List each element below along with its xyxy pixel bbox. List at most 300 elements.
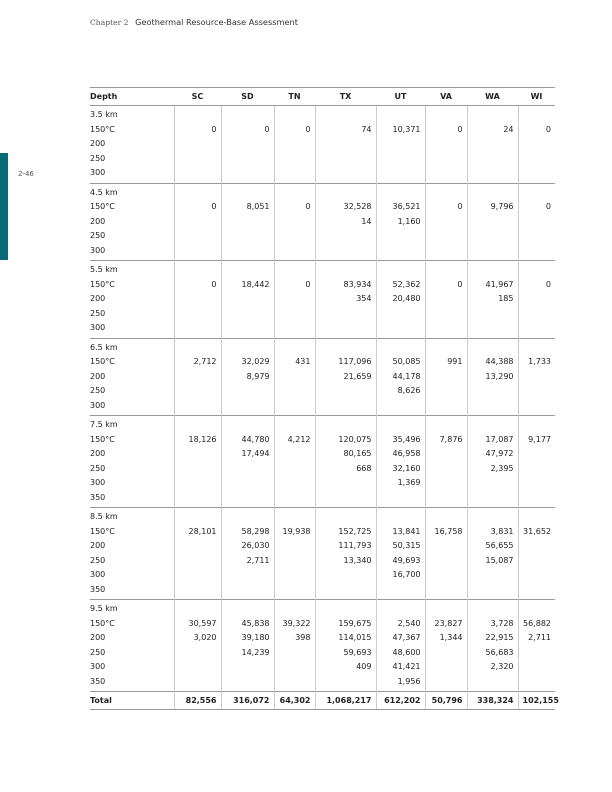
temperature-label: 250 xyxy=(90,555,106,565)
cell-value: 14 xyxy=(361,216,372,226)
value-cell-tx xyxy=(315,338,376,416)
cell-value xyxy=(472,215,514,230)
cell-value xyxy=(279,229,311,244)
depth-spacer xyxy=(279,510,311,525)
chapter-label: Chapter 2 xyxy=(90,18,129,27)
cell-value xyxy=(523,554,552,569)
cell-value xyxy=(279,476,311,491)
temperature-label: 300 xyxy=(90,245,106,255)
depth-spacer xyxy=(226,418,270,433)
value-cell-ut xyxy=(376,338,425,416)
cell-value: 31,652 xyxy=(523,526,551,536)
table-row xyxy=(90,261,555,339)
cell-value xyxy=(279,447,311,462)
cell-value: 2,320 xyxy=(490,662,514,671)
total-value-wi: 102,155 xyxy=(518,692,555,710)
cell-value: 2,395 xyxy=(490,463,514,473)
cell-value xyxy=(179,321,217,336)
cell-value xyxy=(430,539,463,554)
depth-spacer xyxy=(381,602,421,617)
depth-spacer xyxy=(430,263,463,278)
depth-spacer xyxy=(381,263,421,278)
depth-spacer xyxy=(472,510,514,525)
cell-value xyxy=(179,660,217,675)
cell-value: 59,693 xyxy=(343,647,372,657)
cell-value: 1,160 xyxy=(397,216,421,226)
cell-value xyxy=(179,384,217,399)
temperature-label: 150°C xyxy=(90,124,115,134)
cell-value xyxy=(279,399,311,414)
depth-spacer xyxy=(523,418,552,433)
cell-value: 0 xyxy=(211,124,217,134)
cell-value xyxy=(320,491,372,506)
cell-value: 431 xyxy=(295,357,311,366)
cell-value xyxy=(472,675,514,690)
cell-value: 50,315 xyxy=(392,541,421,550)
cell-value xyxy=(279,583,311,598)
total-value-sc: 82,556 xyxy=(174,692,221,710)
cell-value: 47,367 xyxy=(392,633,421,642)
depth-spacer xyxy=(279,263,311,278)
cell-value xyxy=(523,447,552,462)
table-row xyxy=(90,508,555,600)
cell-value xyxy=(279,491,311,506)
column-header-sd: SD xyxy=(221,88,274,106)
depth-cell xyxy=(90,338,174,416)
depth-spacer xyxy=(381,341,421,356)
cell-value: 41,967 xyxy=(485,279,514,289)
cell-value: 0 xyxy=(457,124,463,134)
running-header xyxy=(90,17,298,27)
cell-value: 0 xyxy=(305,279,311,289)
cell-value xyxy=(472,229,514,244)
cell-value: 26,030 xyxy=(241,541,270,550)
table-header-row xyxy=(90,88,555,106)
value-cell-sd xyxy=(221,261,274,339)
cell-value xyxy=(430,399,463,414)
cell-value xyxy=(179,215,217,230)
total-label: Total xyxy=(90,692,174,710)
column-header-va: VA xyxy=(425,88,467,106)
temperature-label: 250 xyxy=(90,308,106,318)
total-row xyxy=(90,692,555,710)
value-cell-tx xyxy=(315,508,376,600)
cell-value: 1,344 xyxy=(439,633,463,642)
cell-value xyxy=(472,137,514,152)
cell-value: 21,659 xyxy=(343,371,372,381)
cell-value xyxy=(320,583,372,598)
cell-value: 56,882 xyxy=(523,618,551,628)
cell-value xyxy=(226,152,270,167)
value-cell-sc xyxy=(174,183,221,261)
cell-value: 49,693 xyxy=(392,555,421,565)
cell-value: 991 xyxy=(447,357,463,366)
depth-spacer xyxy=(320,510,372,525)
cell-value xyxy=(472,166,514,181)
cell-value xyxy=(523,568,552,583)
cell-value: 185 xyxy=(498,294,514,303)
cell-value xyxy=(279,137,311,152)
cell-value xyxy=(279,292,311,307)
temperature-label: 350 xyxy=(90,676,106,686)
cell-value: 8,626 xyxy=(397,386,421,395)
total-value-wa: 338,324 xyxy=(467,692,518,710)
chapter-tab-marker xyxy=(0,153,8,260)
cell-value xyxy=(381,152,421,167)
temperature-label: 200 xyxy=(90,294,106,303)
temperature-label: 150°C xyxy=(90,618,115,628)
depth-spacer xyxy=(279,418,311,433)
cell-value xyxy=(430,244,463,259)
value-cell-wi xyxy=(518,261,555,339)
cell-value xyxy=(179,229,217,244)
value-cell-wi xyxy=(518,600,555,692)
depth-spacer xyxy=(320,263,372,278)
value-cell-wa xyxy=(467,600,518,692)
depth-label: 7.5 km xyxy=(90,420,118,429)
value-cell-sc xyxy=(174,261,221,339)
cell-value xyxy=(430,583,463,598)
cell-value xyxy=(279,370,311,385)
depth-spacer xyxy=(179,418,217,433)
cell-value: 7,876 xyxy=(439,434,463,444)
cell-value: 32,029 xyxy=(241,357,270,366)
cell-value: 0 xyxy=(264,124,270,134)
table-row xyxy=(90,106,555,184)
cell-value: 44,388 xyxy=(485,357,514,366)
value-cell-wi xyxy=(518,106,555,184)
cell-value: 56,683 xyxy=(485,647,514,657)
cell-value: 32,160 xyxy=(392,463,421,473)
value-cell-tn xyxy=(274,600,315,692)
depth-spacer xyxy=(226,263,270,278)
cell-value xyxy=(226,321,270,336)
value-cell-ut xyxy=(376,183,425,261)
cell-value: 13,841 xyxy=(392,526,421,536)
cell-value: 1,733 xyxy=(528,357,551,366)
cell-value: 22,915 xyxy=(485,633,514,642)
table-row xyxy=(90,183,555,261)
value-cell-tx xyxy=(315,261,376,339)
cell-value xyxy=(279,646,311,661)
value-cell-tx xyxy=(315,106,376,184)
cell-value xyxy=(472,307,514,322)
cell-value xyxy=(179,244,217,259)
depth-spacer xyxy=(320,108,372,123)
depth-label: 6.5 km xyxy=(90,342,118,352)
temperature-label: 350 xyxy=(90,492,106,502)
cell-value: 0 xyxy=(457,279,463,289)
value-cell-va xyxy=(425,261,467,339)
cell-value: 3,831 xyxy=(490,526,514,536)
depth-spacer xyxy=(279,108,311,123)
cell-value: 16,700 xyxy=(392,570,421,579)
value-cell-wa xyxy=(467,508,518,600)
cell-value xyxy=(430,660,463,675)
column-header-wi: WI xyxy=(518,88,555,106)
cell-value xyxy=(472,384,514,399)
table-row xyxy=(90,416,555,508)
cell-value xyxy=(226,137,270,152)
cell-value xyxy=(279,660,311,675)
page-number: 2-46 xyxy=(18,170,34,178)
depth-spacer xyxy=(320,602,372,617)
cell-value: 9,177 xyxy=(528,434,551,444)
cell-value xyxy=(279,321,311,336)
cell-value xyxy=(279,166,311,181)
depth-spacer xyxy=(430,108,463,123)
cell-value xyxy=(430,491,463,506)
temperature-label: 150°C xyxy=(90,279,115,289)
column-header-ut: UT xyxy=(376,88,425,106)
depth-spacer xyxy=(472,341,514,356)
value-cell-sd xyxy=(221,183,274,261)
cell-value: 30,597 xyxy=(188,618,217,628)
value-cell-va xyxy=(425,338,467,416)
cell-value xyxy=(523,491,552,506)
value-cell-wa xyxy=(467,183,518,261)
temperature-label: 200 xyxy=(90,449,106,458)
cell-value xyxy=(279,215,311,230)
depth-spacer xyxy=(179,108,217,123)
cell-value: 14,239 xyxy=(241,647,270,657)
value-cell-sd xyxy=(221,338,274,416)
cell-value xyxy=(430,462,463,477)
temperature-label: 150°C xyxy=(90,526,115,536)
cell-value xyxy=(179,447,217,462)
cell-value xyxy=(523,321,552,336)
cell-value xyxy=(320,229,372,244)
depth-spacer xyxy=(179,186,217,201)
depth-cell xyxy=(90,261,174,339)
cell-value: 52,362 xyxy=(392,279,421,289)
total-value-tn: 64,302 xyxy=(274,692,315,710)
cell-value: 36,521 xyxy=(392,202,421,211)
value-cell-sd xyxy=(221,416,274,508)
depth-spacer xyxy=(381,510,421,525)
depth-cell xyxy=(90,106,174,184)
cell-value: 10,371 xyxy=(392,124,421,134)
cell-value xyxy=(472,476,514,491)
value-cell-tn xyxy=(274,261,315,339)
value-cell-tx xyxy=(315,183,376,261)
cell-value xyxy=(523,539,552,554)
cell-value xyxy=(226,462,270,477)
cell-value: 58,298 xyxy=(241,526,270,536)
depth-spacer xyxy=(523,108,552,123)
depth-cell xyxy=(90,416,174,508)
temperature-label: 150°C xyxy=(90,357,115,366)
cell-value: 4,212 xyxy=(287,434,311,444)
cell-value xyxy=(320,321,372,336)
depth-spacer xyxy=(430,186,463,201)
cell-value xyxy=(279,539,311,554)
value-cell-tn xyxy=(274,183,315,261)
depth-spacer xyxy=(226,510,270,525)
cell-value: 668 xyxy=(356,463,372,473)
value-cell-wi xyxy=(518,338,555,416)
cell-value xyxy=(320,166,372,181)
cell-value xyxy=(279,675,311,690)
value-cell-ut xyxy=(376,600,425,692)
temperature-label: 300 xyxy=(90,400,106,410)
cell-value xyxy=(226,675,270,690)
value-cell-tn xyxy=(274,508,315,600)
cell-value: 19,938 xyxy=(282,526,311,536)
cell-value: 9,796 xyxy=(490,202,514,211)
cell-value xyxy=(430,646,463,661)
value-cell-wa xyxy=(467,106,518,184)
cell-value xyxy=(320,399,372,414)
cell-value xyxy=(320,568,372,583)
cell-value xyxy=(472,321,514,336)
cell-value xyxy=(381,583,421,598)
value-cell-wi xyxy=(518,508,555,600)
cell-value: 74 xyxy=(361,124,372,134)
cell-value: 159,675 xyxy=(338,618,372,628)
cell-value: 120,075 xyxy=(338,434,372,444)
cell-value: 1,956 xyxy=(397,676,421,686)
depth-spacer xyxy=(430,418,463,433)
cell-value xyxy=(472,568,514,583)
cell-value: 56,655 xyxy=(485,541,514,550)
cell-value xyxy=(472,244,514,259)
value-cell-ut xyxy=(376,508,425,600)
cell-value xyxy=(523,152,552,167)
cell-value: 50,085 xyxy=(392,357,421,366)
cell-value xyxy=(430,370,463,385)
cell-value xyxy=(430,307,463,322)
cell-value: 0 xyxy=(211,279,217,289)
cell-value: 0 xyxy=(457,202,463,211)
cell-value: 114,015 xyxy=(338,633,372,642)
cell-value xyxy=(523,675,552,690)
temperature-label: 200 xyxy=(90,216,106,226)
depth-spacer xyxy=(226,602,270,617)
temperature-label: 250 xyxy=(90,463,106,473)
cell-value: 152,725 xyxy=(338,526,372,536)
cell-value: 16,758 xyxy=(434,526,463,536)
temperature-label: 250 xyxy=(90,647,106,657)
depth-spacer xyxy=(523,602,552,617)
cell-value xyxy=(430,476,463,491)
value-cell-sc xyxy=(174,416,221,508)
cell-value xyxy=(430,554,463,569)
value-cell-sd xyxy=(221,600,274,692)
cell-value xyxy=(523,244,552,259)
cell-value xyxy=(430,568,463,583)
cell-value xyxy=(279,384,311,399)
cell-value xyxy=(226,307,270,322)
cell-value xyxy=(381,229,421,244)
cell-value xyxy=(523,660,552,675)
cell-value xyxy=(279,152,311,167)
cell-value xyxy=(226,229,270,244)
cell-value: 111,793 xyxy=(338,541,372,550)
cell-value xyxy=(523,229,552,244)
column-header-wa: WA xyxy=(467,88,518,106)
depth-spacer xyxy=(381,186,421,201)
value-cell-sd xyxy=(221,508,274,600)
cell-value: 48,600 xyxy=(392,647,421,657)
table-row xyxy=(90,600,555,692)
cell-value xyxy=(320,307,372,322)
resource-table xyxy=(90,87,559,710)
depth-spacer xyxy=(472,418,514,433)
cell-value: 0 xyxy=(211,202,217,211)
cell-value: 28,101 xyxy=(188,526,217,536)
temperature-label: 300 xyxy=(90,323,106,332)
depth-spacer xyxy=(472,186,514,201)
cell-value: 3,020 xyxy=(193,633,217,642)
total-value-tx: 1,068,217 xyxy=(315,692,376,710)
cell-value xyxy=(279,462,311,477)
depth-spacer xyxy=(320,186,372,201)
depth-label: 9.5 km xyxy=(90,604,118,613)
cell-value xyxy=(430,137,463,152)
cell-value xyxy=(226,215,270,230)
cell-value xyxy=(179,307,217,322)
cell-value xyxy=(320,244,372,259)
cell-value xyxy=(523,583,552,598)
value-cell-wa xyxy=(467,338,518,416)
cell-value: 24 xyxy=(503,124,514,134)
cell-value: 0 xyxy=(305,124,311,134)
cell-value xyxy=(523,307,552,322)
temperature-label: 150°C xyxy=(90,202,115,211)
cell-value xyxy=(523,476,552,491)
cell-value xyxy=(179,554,217,569)
temperature-label: 300 xyxy=(90,570,106,579)
depth-spacer xyxy=(381,418,421,433)
cell-value xyxy=(179,370,217,385)
cell-value: 13,290 xyxy=(485,371,514,381)
depth-spacer xyxy=(279,602,311,617)
depth-spacer xyxy=(523,263,552,278)
cell-value: 39,322 xyxy=(282,618,311,628)
depth-spacer xyxy=(279,341,311,356)
cell-value: 83,934 xyxy=(343,279,372,289)
cell-value xyxy=(430,152,463,167)
depth-spacer xyxy=(179,602,217,617)
cell-value xyxy=(523,137,552,152)
cell-value: 0 xyxy=(545,124,551,134)
cell-value: 8,979 xyxy=(246,371,270,381)
cell-value xyxy=(226,384,270,399)
cell-value xyxy=(430,321,463,336)
value-cell-wi xyxy=(518,416,555,508)
value-cell-ut xyxy=(376,261,425,339)
cell-value: 8,051 xyxy=(246,202,270,211)
depth-spacer xyxy=(472,108,514,123)
cell-value xyxy=(279,554,311,569)
temperature-label: 300 xyxy=(90,478,106,487)
depth-spacer xyxy=(320,418,372,433)
depth-spacer xyxy=(381,108,421,123)
value-cell-va xyxy=(425,106,467,184)
value-cell-sc xyxy=(174,338,221,416)
cell-value xyxy=(320,152,372,167)
cell-value xyxy=(179,491,217,506)
value-cell-tn xyxy=(274,338,315,416)
depth-spacer xyxy=(523,510,552,525)
value-cell-va xyxy=(425,416,467,508)
cell-value xyxy=(226,292,270,307)
cell-value xyxy=(279,568,311,583)
cell-value xyxy=(523,166,552,181)
cell-value xyxy=(179,152,217,167)
cell-value xyxy=(381,491,421,506)
